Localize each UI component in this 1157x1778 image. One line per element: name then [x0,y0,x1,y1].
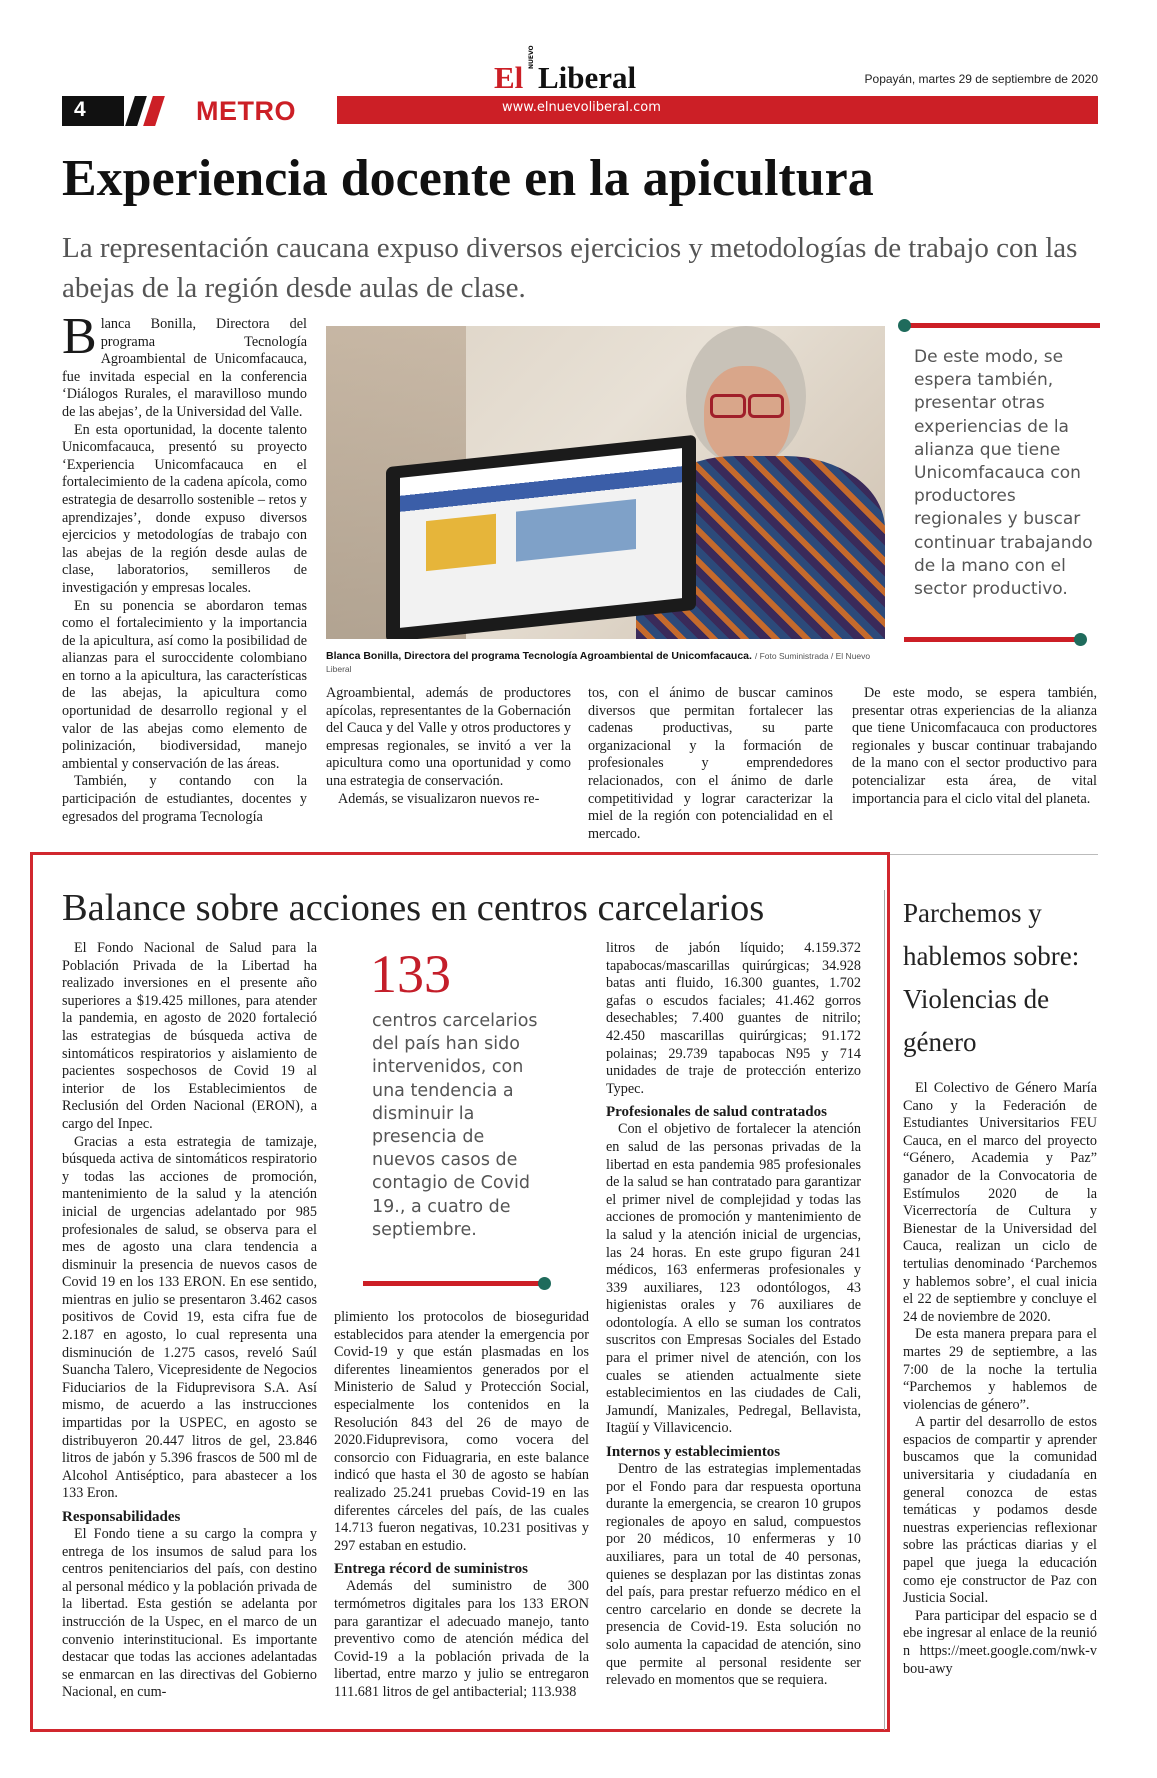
section-title: METRO [196,96,296,126]
masthead-red-bar [337,96,1098,124]
subheading-responsabilidades: Responsabilidades [62,1509,181,1525]
article3-paragraph: De esta manera prepara para el martes 29 de septiembre, a las 7:00 de la noche la tertulia “Parchemos y hablemos de violencias de género”. [903,1326,1097,1413]
article2-title: Balance sobre acciones en centros carcelarios [62,887,765,929]
pullquote-bottom-rule [904,637,1080,642]
article1-subtitle: La representación caucana expuso diversos ejercicios y metodologías de trabajo con las abejas de la región desde aulas de clase. [62,232,1078,304]
photo-credit: / Foto Suministrada / El Nuevo Liberal [326,651,871,674]
article2-paragraph: Además del suministro de 300 termómetros digitales para los 133 ERON para garantizar el adecuado manejo, tanto preventivo como de atención médica del Covid-19 a la población privada de la libertad, entre marzo y julio se entregaron 111.681 litros de gel antibacterial; 113.938 [334,1578,589,1700]
photo-caption-text: Blanca Bonilla, Directora del programa Tecnología Agroambiental de Unicomfacauca. [326,650,752,662]
article2-col1 [62,940,317,1702]
article3-paragraph: El Colectivo de Género María Cano y la Federación de Estudiantes Universitarios FEU Cauca, en el marco del proyecto “Género, Academia y Paz” ganador de la Convocatoria de Estímulos 2020 de la Vicerrectoría de Cultura y Bienestar de la Universidad del Cauca, realizan un ciclo de tertulias denominado ‘Parchemos y hablemos sobre’, el cual inicia el 22 de septiembre y concluye el 24 de noviembre de 2020. [903,1080,1097,1325]
photo-caption [326,650,886,676]
article2-paragraph: plimiento los protocolos de bioseguridad establecidos para atender la emergencia por Covid-19 y que están plasmadas en los diferentes lineamientos generados por el Ministerio de Salud y Protección Social, especialmente los contenidos en la Resolución 843 del 26 de mayo de 2020.Fiduprevisora, como vocera del consorcio con Fiduagraria, en este balance indicó que hasta el 30 de agosto se habían realizado 25.241 pruebas Covid-19 en las diferentes cárceles del país, de las cuales 14.713 fueron negativas, 10.231 positivas y 297 estaban en estudio. [334,1309,589,1554]
article3-paragraph: A partir del desarrollo de estos espacios de compartir y aprender buscamos que la comunidad universitaria y ciudadanía en general conozca de estas temáticas y podamos desde nuestras experiencias reflexionar sobre las prácticas diarias y el papel que juega la educación como eje constructor de Paz con Justicia Social. [903,1414,1097,1607]
stat-quote: centros carcelarios del país han sido intervenidos, con una tendencia a disminuir la presencia de nuevos casos de contagio de Covid 19., a cuatro de septiembre. [372,1011,538,1240]
article2-paragraph: El Fondo Nacional de Salud para la Población Privada de la Libertad ha realizado inversiones en el presente año superiores a $19.425 millones, para atender la pandemia, en agosto de 2020 fortaleció las estrategias de búsqueda activa de sintomáticos respiratorios y aislamiento de pacientes sospechosos de Covid 19 al interior de los Establecimientos de Reclusión del Orden Nacional (ERON), a cargo del Inpec. [62,940,317,1132]
logo-nuevo: NUEVO [528,45,535,69]
issue-date: Popayán, martes 29 de septiembre de 2020 [864,72,1098,86]
article2-paragraph: El Fondo tiene a su cargo la compra y entrega de los insumos de salud para los centros penitenciarios del país, con destino al personal médico y la población privada de la libertad. Esta gestión se adelanta por instrucción de la Uspec, en el marco de un convenio interinstitucional. Es importante destacar que todas las acciones adelantadas se enmarcan en las directivas del Gobierno Nacional, en cum- [62,1526,317,1701]
article1-photo [326,326,885,639]
section-slash-red-icon [143,96,165,126]
sidebar-divider [884,890,885,1730]
article1-col3 [588,685,833,843]
article2-col3 [606,940,861,1690]
article1-paragraph: De este modo, se espera también, presentar otras experiencias de la alianza que tiene Unicomfacauca con productores regionales y buscar continuar trabajando de la mano con el sector productivo para potencializar esta área, de vital importancia para el ciclo vital del planeta. [852,685,1097,807]
article1-col4 [852,685,1097,808]
laptop-icon [386,435,696,639]
article3-body [903,1080,1097,1678]
article3-title: Parchemos y hablemos sobre: Violencias de género [903,898,1080,1057]
article1-paragraph: Además, se visualizaron nuevos re- [338,790,540,807]
subheading-profesionales: Profesionales de salud contratados [606,1104,827,1121]
article1-lead: lanca Bonilla, Directora del programa Tecnología Agroambiental de Unicomfacauca, fue invitada especial en la conferencia ‘Diálogos Rurales, el maravilloso mundo de las abejas’, de la Universidad del Valle. [62,316,307,420]
article1-col2 [326,685,571,808]
pullquote-top-rule [904,323,1100,328]
article1-paragraph: También, y contando con la participación de estudiantes, docentes y egresados del programa Tecnología [62,773,307,825]
logo-el: El [494,60,524,95]
article1-title: Experiencia docente en la apicultura [62,150,874,207]
masthead [62,45,1098,128]
subheading-internos: Internos y establecimientos [606,1444,781,1461]
page-number-box [62,96,124,126]
article2-paragraph: Dentro de las estrategias implementadas por el Fondo para dar respuesta oportuna durante la emergencia, se crearon 10 grupos regionales de apoyo en salud, compuestos por 20 médicos, 10 enfermeras y 10 auxiliares, para un total de 40 personas, quienes se desplazan por las distintas zonas del país, para prestar refuerzo médico en el centro carcelario en donde se decrete la presencia de Covid-19. Esta solución no solo aumenta la capacidad de atención, sino que permite al personal residente ser relevado en momentos que se requiera. [606,1461,861,1689]
article1-paragraph: Agroambiental, además de productores apícolas, representantes de la Gobernación del Cauca y del Valle y otros productores y empresas regionales, se invitó a ver la apicultura como una oportunidad y como una estrategia de conservación. [326,685,571,789]
article2-paragraph: litros de jabón líquido; 4.159.372 tapabocas/mascarillas quirúrgicas; 34.928 batas anti fluido, 16.300 guantes, 1.702 gafas o escudos faciales; 41.462 gorros desechables; 7.400 guantes de nitrilo; 42.450 mascarillas quirúrgicas; 91.172 polainas; 29.739 tapabocas N95 y 714 unidades de traje de protección enterizo Typec. [606,940,861,1097]
big-number: 133 [370,944,451,1004]
article2-paragraph: Con el objetivo de fortalecer la atención en salud de las personas privadas de la libertad en esta pandemia 985 profesionales de la salud se han contratado para garantizar el primer nivel de complejidad y todas las acciones de promoción y mantenimiento de la salud y la atención inicial de urgencias, las 24 horas. En este grupo figuran 241 médicos, 163 enfermeras profesionales y 339 auxiliares, 123 odontólogos, 43 higienistas orales y 76 auxiliares de odontología. A ello se suman los contratos suscritos con Empresas Sociales del Estado para el primer nivel de atención, con los cuales se atienden actualmente siete establecimientos en las ciudades de Cali, Jamundí, Manizales, Pedregal, Bellavista, Itagüí y Villavicencio. [606,1121,861,1437]
logo-liberal: Liberal [538,60,637,95]
article1-paragraph: En esta oportunidad, la docente talento Unicomfacauca, presentó su proyecto ‘Experiencia Unicomfacauca en el fortalecimiento de la cadena apícola, como estrategia de desarrollo sostenible – retos y aprendizajes’, donde expuso diversos ejercicios y metodologías de trabajo con las abejas de la región desde aulas de clase, laboratorios, semilleros de investigación y empresas locales. [62,421,307,596]
article3-paragraph-link[interactable]: Para participar del espacio se debe ingresar al enlace de la reunión https://meet.google.com/nwk-vbou-awy [903,1607,1097,1677]
dropcap: B [62,308,97,365]
pullquote-bottom-dot-icon [1074,633,1087,646]
glasses-icon [710,394,746,418]
article1-col1 [62,308,307,826]
site-url[interactable]: www.elnuevoliberal.com [502,100,661,115]
article1-paragraph: tos, con el ánimo de buscar caminos diversos que permitan fortalecer las cadenas productivas, su parte organizacional y la formación de profesionales y emprendedores relacionados, con el ánimo de darle competitividad y lograr caracterizar la miel de la región con potencialidad en el mercado. [588,685,833,842]
subheading-entrega-record: Entrega récord de suministros [334,1561,529,1578]
pullquote: De este modo, se espera también, presentar otras experiencias de la alianza que tiene Unicomfacauca con productores regionales y buscar continuar trabajando de la mano con el sector productivo. [914,347,1093,600]
page-number: 4 [74,98,86,121]
callout-dot-icon [538,1277,551,1290]
article2-paragraph: Gracias a esta estrategia de tamizaje, búsqueda activa de sintomáticos respiratorio y todas las acciones de promoción, mantenimiento de la salud y la atención inicial de urgencias adelantado por 985 profesionales de salud, se observa para el mes de agosto una clara tendencia a disminuir la presencia de nuevos casos de Covid 19 en los 133 ERON. En ese sentido, mientras en julio se presentaron 3.462 casos positivos de Covid 19, esta cifra fue de 2.187 en agosto, lo cual representa una disminución de 1.275 casos, reveló Saúl Suancha Talero, Vicepresidente de Negocios Fiduciarios de la Fiduprevisora S.A. Así mismo, de acuerdo a las instrucciones impartidas por la USPEC, en agosto se distribuyeron 20.447 litros de gel, 23.846 litros de jabón y 5.396 frascos de 500 ml de Alcohol Antiséptico, para abastecer a los 133 Eron. [62,1133,317,1502]
pullquote-top-dot-icon [898,319,911,332]
callout-rule [363,1281,545,1286]
article1-paragraph: En su ponencia se abordaron temas como el fortalecimiento y la importancia de la apicultura, así como la posibilidad de alianzas para el suroccidente colombiano en torno a la apicultura, las características de las abejas, la apicultura como oportunidad de desarrollo regional y el valor de las abejas como elemento de polinización, biodiversidad, manejo ambiental y conservación de las áreas. [62,597,307,772]
article2-col2 [334,1309,589,1701]
